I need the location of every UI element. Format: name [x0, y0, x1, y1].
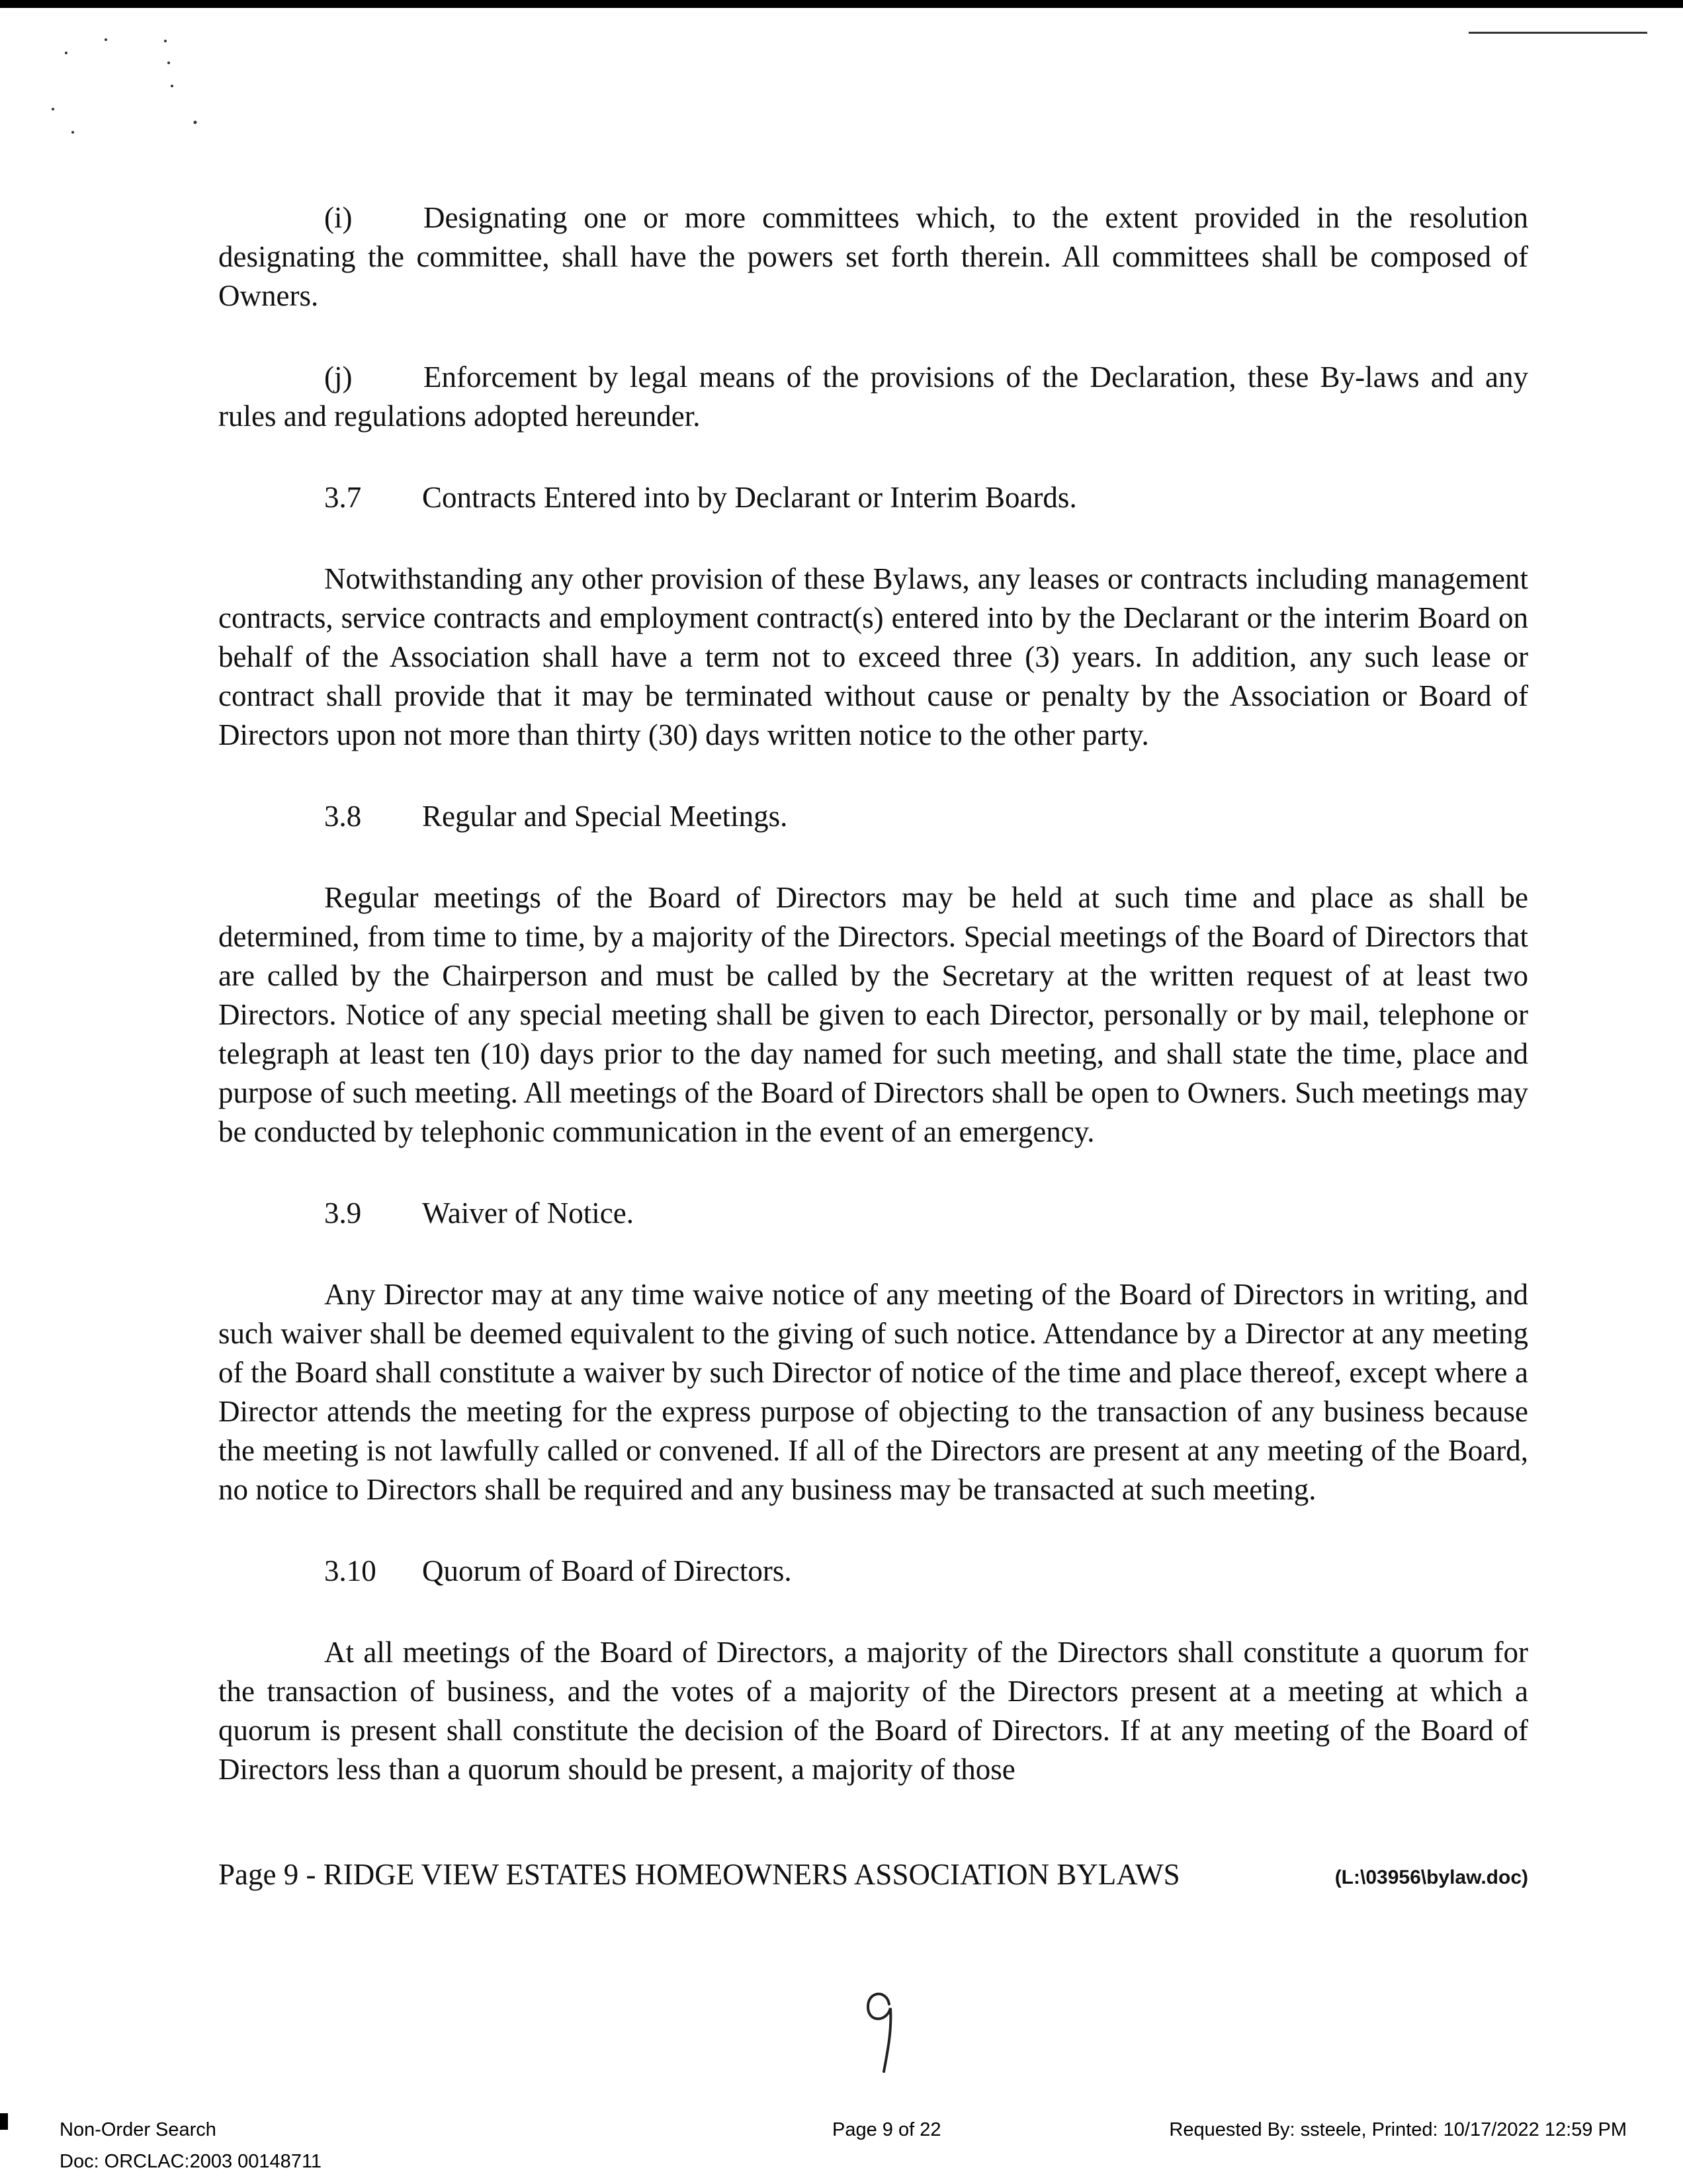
scan-header-line [1469, 32, 1647, 34]
section-3-7-body: Notwithstanding any other provision of these Bylaws, any leases or contracts including management contracts, service contracts and employment contract(s) entered into by the Declarant or the interim Board on behalf of the Association shall have a term not to exceed three (3) years. In addition, any such lease or contract shall provide that it may be terminated without cause or penalty by the Association or Board of Directors upon not more than thirty (30) days written notice to the other party. [218, 562, 1528, 751]
print-footer-page-count: Page 9 of 22 [832, 2119, 941, 2140]
section-number: 3.8 [324, 800, 362, 833]
item-i-paragraph [218, 198, 1528, 315]
footer-file-reference: (L:\03956\bylaw.doc) [1334, 1867, 1528, 1888]
print-footer-search-type: Non-Order Search [60, 2119, 216, 2140]
document-body [218, 198, 1528, 1831]
scan-specks [40, 33, 198, 152]
print-footer-doc-number: Doc: ORCLAC:2003 00148711 [60, 2151, 322, 2172]
section-title: Regular and Special Meetings. [422, 800, 788, 833]
section-title: Contracts Entered into by Declarant or Interim Boards. [422, 481, 1077, 514]
section-title: Quorum of Board of Directors. [422, 1554, 792, 1587]
section-3-10-heading [218, 1552, 1528, 1591]
item-i-label: (i) [324, 201, 353, 234]
section-3-7-heading [218, 478, 1528, 517]
item-j-text: Enforcement by legal means of the provisions of the Declaration, these By-laws and any rules and regulations adopted hereunder. [218, 360, 1528, 433]
item-j-paragraph [218, 358, 1528, 436]
footer-title: Page 9 - RIDGE VIEW ESTATES HOMEOWNERS ASSOCIATION BYLAWS [218, 1858, 1180, 1891]
section-number: 3.9 [324, 1197, 362, 1230]
handwritten-page-number [860, 1984, 900, 2077]
section-number: 3.10 [324, 1554, 376, 1587]
scan-top-border [0, 0, 1683, 8]
section-3-10-body: At all meetings of the Board of Directors, a majority of the Directors shall constitute a quorum for the transaction of business, and the votes of a majority of the Directors present at a meeting at which a quorum is present shall constitute the decision of the Board of Directors. If at any meeting of the Board of Directors less than a quorum should be present, a majority of those [218, 1636, 1528, 1786]
section-title: Waiver of Notice. [422, 1197, 634, 1230]
print-footer-requested-by: Requested By: ssteele, Printed: 10/17/2022 12:59 PM [1169, 2119, 1627, 2140]
section-3-9-heading [218, 1194, 1528, 1233]
item-i-text: Designating one or more committees which, to the extent provided in the resolution designating the committee, shall have the powers set forth therein. All committees shall be composed of Owners. [218, 201, 1528, 312]
section-3-8-heading [218, 797, 1528, 836]
item-j-label: (j) [324, 360, 353, 394]
section-number: 3.7 [324, 481, 362, 514]
document-footer [218, 1857, 1528, 1897]
print-footer [0, 2115, 1683, 2181]
section-3-9-body: Any Director may at any time waive notice of any meeting of the Board of Directors in writing, and such waiver shall be deemed equivalent to the giving of such notice. Attendance by a Director at any meeting of the Board shall constitute a waiver by such Director of notice of the time and place thereof, except where a Director attends the meeting for the express purpose of objecting to the transaction of any business because the meeting is not lawfully called or convened. If all of the Directors are present at any meeting of the Board, no notice to Directors shall be required and any business may be transacted at such meeting. [218, 1278, 1528, 1506]
section-3-8-body: Regular meetings of the Board of Directors may be held at such time and place as shall be determined, from time to time, by a majority of the Directors. Special meetings of the Board of Directors that are called by the Chairperson and must be called by the Secretary at the written request of at least two Directors. Notice of any special meeting shall be given to each Director, personally or by mail, telephone or telegraph at least ten (10) days prior to the day named for such meeting, and shall state the time, place and purpose of such meeting. All meetings of the Board of Directors shall be open to Owners. Such meetings may be conducted by telephonic communication in the event of an emergency. [218, 881, 1528, 1148]
